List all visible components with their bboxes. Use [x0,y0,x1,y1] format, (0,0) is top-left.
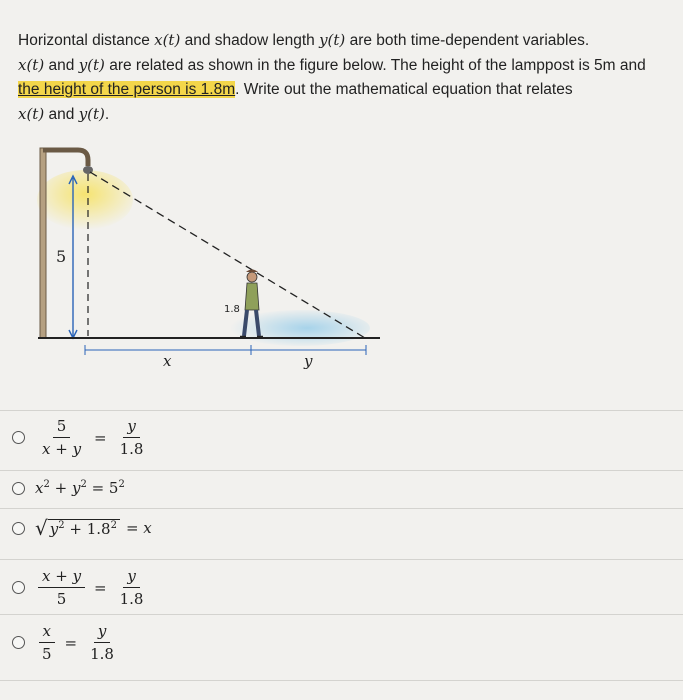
equals-five: = 5 [86,479,119,497]
plus-y: + y [49,479,81,497]
option-b-equation [35,479,125,497]
question-part1: Horizontal distance [18,32,155,49]
radio-button[interactable] [12,636,25,649]
frac-denominator: 5 [56,590,67,608]
var-y: y [49,520,59,538]
lamppost-arm [43,150,88,166]
radio-button[interactable] [12,522,25,535]
option-d-equation [35,567,150,608]
exponent: 2 [110,520,117,531]
radio-button[interactable] [12,482,25,495]
period: . [104,106,110,123]
frac-numerator: y [94,622,110,643]
frac-denominator: 1.8 [90,645,114,663]
frac-numerator: x + y [38,567,85,588]
var-xt: x(t) [18,56,45,74]
exponent: 2 [58,520,65,531]
question-part3: are both time-dependent variables. [345,32,590,49]
radical-sign-icon: √ [35,516,48,540]
equals-sign: = [64,633,78,652]
option-a-equation [35,417,150,458]
frac-denominator: 5 [42,645,52,663]
square-root [35,518,120,538]
x-label: x [163,352,172,370]
question-part5: . Write out the mathematical equation that relates [235,81,573,98]
var-yt: y(t) [78,105,105,123]
question-part2: and shadow length [180,32,320,49]
equals-x: = x [125,519,152,537]
frac-denominator: x + y [42,440,82,458]
option-c-equation [35,518,152,538]
lamp-height-label: 5 [56,247,67,266]
radio-button[interactable] [12,581,25,594]
divider [0,680,683,681]
divider [0,410,683,411]
var-xt: x(t) [154,31,181,49]
question-part4: are related as shown in the figure below. The height of the lamppost is 5m and [104,57,646,74]
option-d[interactable] [12,567,150,608]
var-yt: y(t) [78,56,105,74]
var-xt: x(t) [18,105,45,123]
exponent: 2 [118,479,125,490]
plus-value: + 1.8 [64,520,111,538]
option-b[interactable] [12,479,125,497]
lamppost-figure [30,140,400,380]
and-text: and [44,106,79,123]
divider [0,614,683,615]
radio-button[interactable] [12,431,25,444]
equals-sign: = [94,428,107,447]
light-glow [37,170,133,230]
frac-denominator: 1.8 [119,590,144,608]
frac-numerator: y [123,417,139,438]
person-height-label: 1.8 [224,304,240,315]
question-text [18,28,668,127]
highlighted-text: the height of the person is 1.8m [18,81,236,98]
divider [0,508,683,509]
var-yt: y(t) [319,31,346,49]
option-c[interactable] [12,518,152,538]
divider [0,559,683,560]
equals-sign: = [94,578,107,597]
frac-numerator: y [123,567,139,588]
option-e-equation [35,622,121,663]
exponent: 2 [43,479,50,490]
y-label: y [304,352,313,370]
divider [0,470,683,471]
exponent: 2 [80,479,87,490]
option-e[interactable] [12,622,121,663]
option-a[interactable] [12,417,150,458]
frac-numerator: x [39,622,55,643]
var-x: x [35,479,44,497]
frac-denominator: 1.8 [119,440,144,458]
lamppost-pole [40,148,46,338]
frac-numerator: 5 [53,417,71,438]
and-text: and [44,57,79,74]
